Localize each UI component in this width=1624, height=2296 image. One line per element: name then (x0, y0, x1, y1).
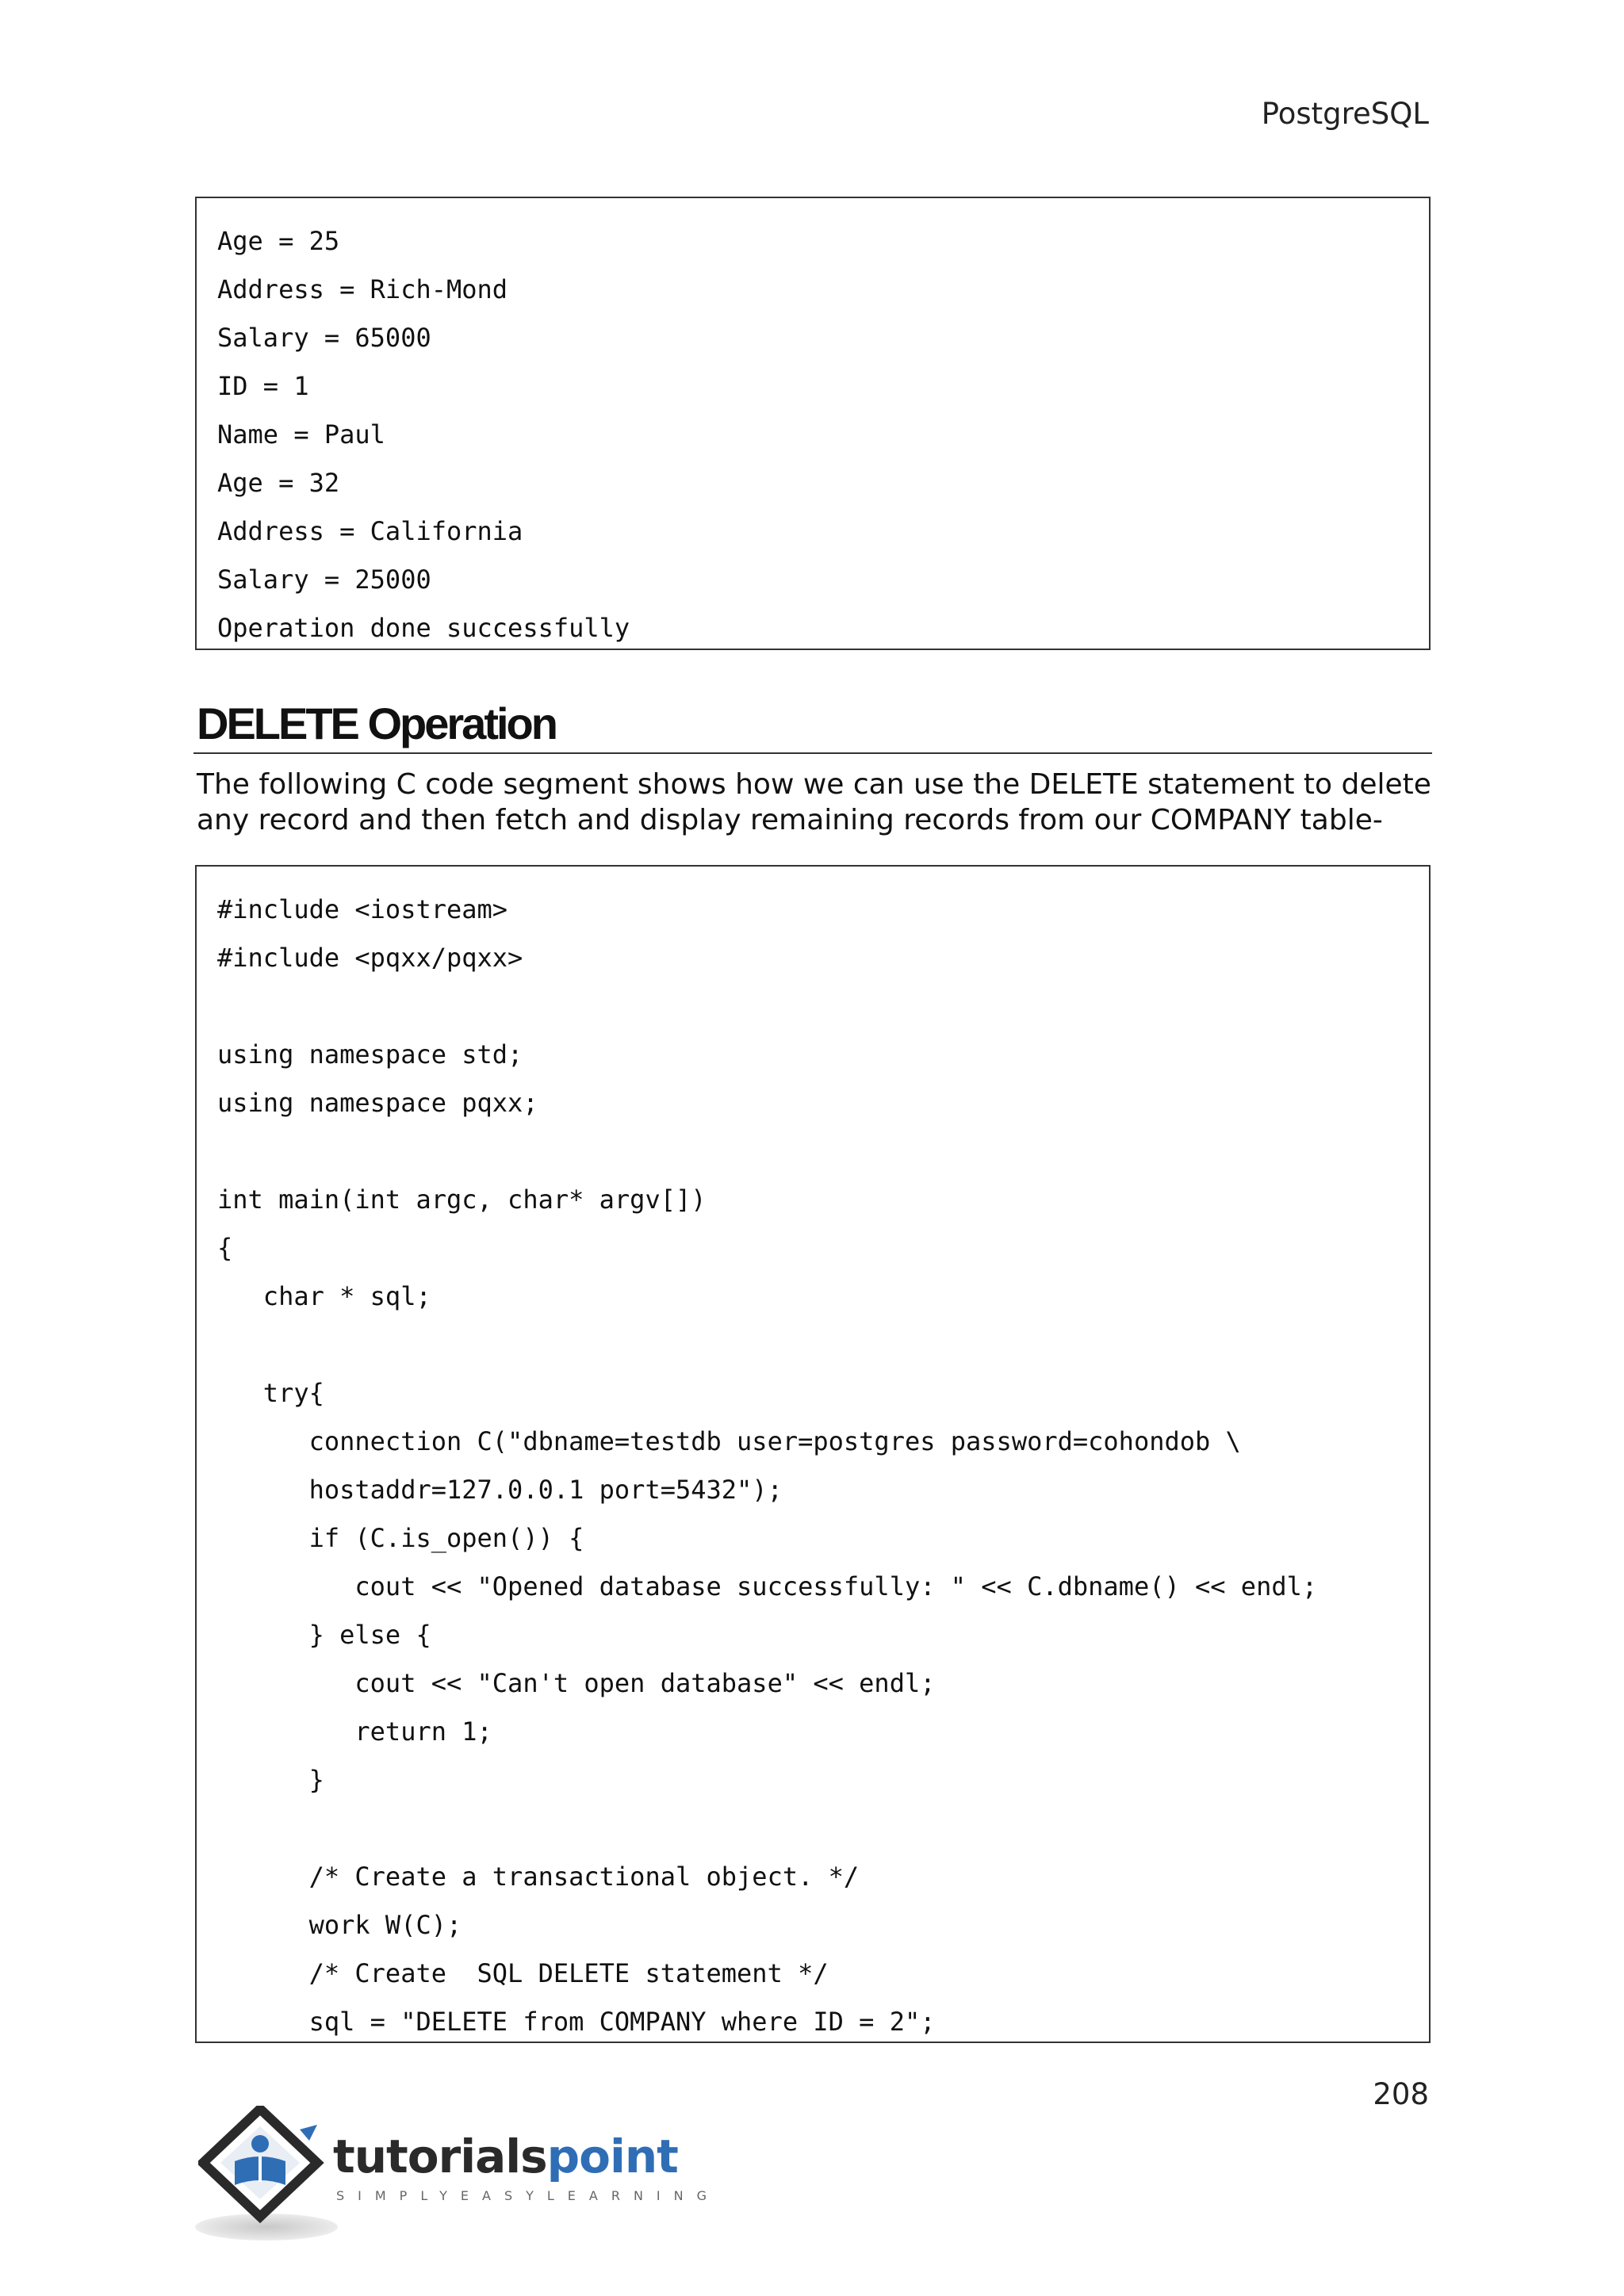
code-line: /* Create SQL DELETE statement */ (217, 1958, 829, 1988)
code-line: sql = "DELETE from COMPANY where ID = 2"; (217, 2007, 936, 2037)
output-line: Operation done successfully (217, 613, 630, 643)
output-line: Address = Rich-Mond (217, 274, 508, 304)
code-line: connection C("dbname=testdb user=postgres password=cohondob \ (217, 1426, 1241, 1456)
logo-word-tutorials: tutorials (333, 2130, 547, 2183)
logo-word-point: point (546, 2130, 678, 2183)
output-line: Name = Paul (217, 419, 385, 450)
output-line: Salary = 65000 (217, 323, 431, 353)
heading-divider (193, 752, 1432, 754)
code-line: if (C.is_open()) { (217, 1523, 584, 1553)
section-heading: DELETE Operation (197, 698, 556, 748)
logo-tagline: SIMPLYEASYLEARNING (336, 2188, 721, 2203)
logo-wordmark (333, 2131, 678, 2182)
output-line: Age = 32 (217, 468, 340, 498)
logo-diamond-icon (198, 2106, 333, 2225)
code-line: #include <iostream> (217, 894, 508, 924)
code-line: { (217, 1233, 233, 1263)
intro-paragraph: The following C code segment shows how we can use the DELETE statement to delete any record and then fetch and display remaining records from our COMPANY table- (197, 768, 1431, 836)
code-line: try{ (217, 1378, 324, 1408)
output-line: ID = 1 (217, 371, 309, 401)
code-line: return 1; (217, 1716, 492, 1747)
code-line: } else { (217, 1620, 431, 1650)
code-line: using namespace std; (217, 1039, 523, 1070)
code-line: work W(C); (217, 1910, 462, 1940)
page-number: 208 (1373, 2077, 1429, 2111)
code-line: #include <pqxx/pqxx> (217, 943, 523, 973)
tutorialspoint-logo (190, 2101, 721, 2260)
code-line (217, 1321, 1408, 1369)
running-header: PostgreSQL (1261, 97, 1429, 131)
code-line: char * sql; (217, 1281, 431, 1311)
output-line: Age = 25 (217, 226, 340, 256)
code-line: } (217, 1765, 324, 1795)
output-block (195, 197, 1431, 650)
code-line: cout << "Opened database successfully: " << C.dbname() << endl; (217, 1571, 1318, 1601)
code-line: using namespace pqxx; (217, 1088, 538, 1118)
code-line: /* Create a transactional object. */ (217, 1862, 860, 1892)
code-block (195, 865, 1431, 2043)
code-line: int main(int argc, char* argv[]) (217, 1184, 707, 1215)
code-line (217, 1127, 1408, 1176)
code-line (217, 1804, 1408, 1853)
code-line (217, 982, 1408, 1031)
code-line: cout << "Can't open database" << endl; (217, 1668, 936, 1698)
code-line: hostaddr=127.0.0.1 port=5432"); (217, 1475, 783, 1505)
output-line: Address = California (217, 516, 523, 546)
output-line: Salary = 25000 (217, 564, 431, 595)
